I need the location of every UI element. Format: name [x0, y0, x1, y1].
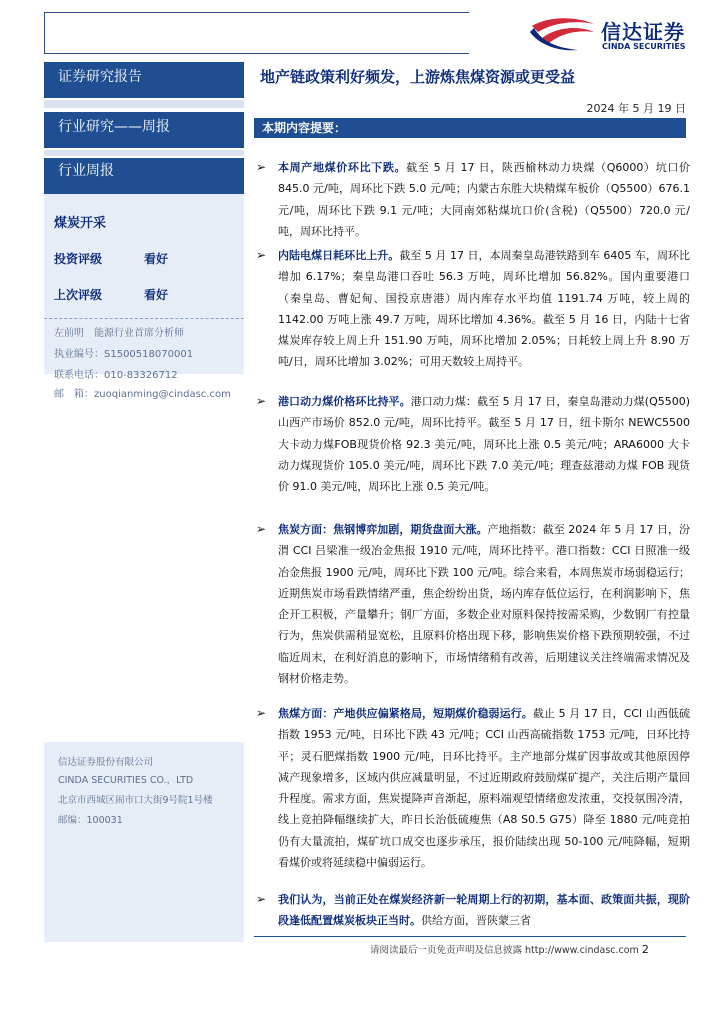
rating-value: 看好 — [144, 252, 169, 266]
bullet-arrow-icon: ➢ — [256, 248, 267, 262]
research-type-label: 行业研究——周报 — [44, 112, 244, 148]
contact-phone: 联系电话：010-83326712 — [54, 370, 178, 381]
bullet-arrow-icon: ➢ — [256, 706, 267, 720]
paragraph: 我们认为，当前正处在煤炭经济新一轮周期上行的初期，基本面、政策面共振，现阶段逢低配置煤炭板块正当时。供给方面，晋陕蒙三省 — [278, 893, 690, 928]
sidebar-strip — [44, 150, 244, 156]
header-band — [44, 12, 469, 54]
report-category-label: 行业周报 — [44, 158, 244, 194]
contact-email[interactable]: 邮 箱：zuoqianming@cindasc.com — [54, 389, 231, 400]
footer-disclaimer[interactable]: 请阅读最后一页免责声明及信息披露 http://www.cindasc.com — [370, 945, 639, 956]
bullet-arrow-icon: ➢ — [256, 394, 267, 408]
divider — [44, 318, 244, 319]
paragraph: 焦炭方面：焦钢博弈加剧，期货盘面大涨。产地指数：截至 2024 年 5 月 17 日，汾渭 CCI 吕梁准一级冶金焦报 1910 元/吨，周环比持平。港口指数：CCI 日照准一级冶金焦报 1900 元/吨，周环比下跌 100 元/吨。综合来看，本周焦炭市场弱稳运行；近期焦炭市场看跌情绪严重，焦企纷纷出货，场内库存低位运行，在利润影响下，焦企开工积极，产量攀升；钢厂方面，多数企业对原料保持按需采购，少数钢厂有控量行为，焦炭供需稍显宽松，且原料价格出现下移，影响焦炭价格下跌预期较强，不过临近周末，在利好消息的影响下，市场情绪稍有改善，后期建议关注终端需求情况及钢材价格走势。 — [278, 523, 691, 686]
logo-swoosh-icon — [528, 14, 598, 54]
page-footer — [370, 942, 649, 956]
footer-rule — [254, 936, 686, 937]
paragraph: 本周产地煤价环比下跌。截至 5 月 17 日，陕西榆林动力块煤（Q6000）坑口价 845.0 元/吨，周环比下跌 5.0 元/吨；内蒙古东胜大块精煤车板价（Q5500）676.1 元/吨，周环比下跌 9.1 元/吨；大同南郊粘煤坑口价(含税)（Q5500）720.0 元/吨，周环比持平。 — [278, 161, 690, 238]
paragraph: 焦煤方面：产地供应偏紧格局，短期煤价稳弱运行。截止 5 月 17 日，CCI 山西低硫指数 1953 元/吨，日环比下跌 43 元/吨；CCI 山西高硫指数 1753 元/吨，日环比持平；灵石肥煤指数 1900 元/吨，日环比持平。主产地部分煤矿因事故或其他原因停减产现象增多，区域内供应减量明显，不过近期政府鼓励煤矿提产，关注后期产量回升程度。需求方面，焦炭提降声音渐起，原料端观望情绪愈发浓重，交投氛围冷清，线上竞拍降幅继续扩大，昨日长治低硫瘦焦（A8 S0.5 G75）降至 1880 元/吨竞拍仍有大量流拍，煤矿坑口成交也逐步承压，报价陆续出现 50-100 元/吨降幅，短期看煤价或将延续稳中偏弱运行。 — [278, 707, 690, 870]
bullet-arrow-icon: ➢ — [256, 892, 267, 906]
paragraph: 内陆电煤日耗环比上升。截至 5 月 17 日，本周秦皇岛港铁路到车 6405 车，周环比增加 6.17%；秦皇岛港口吞吐 56.3 万吨，周环比增加 56.82%。国内重要港口（秦皇岛、曹妃甸、国投京唐港）周内库存水平均值 1191.74 万吨，较上周的 1142.00 万吨上涨 49.7 万吨，周环比增加 4.36%。截至 5 月 16 日，内陆十七省煤炭库存较上周上升 151.90 万吨，周环比增加 2.05%；日耗较上周上升 8.90 万吨/日，周环比增加 3.02%；可用天数较上周持平。 — [278, 249, 691, 369]
prev-rating-value: 看好 — [144, 288, 169, 302]
page-number: 2 — [641, 943, 649, 956]
logo-text-cn: 信达证券 — [601, 20, 685, 44]
bullet-arrow-icon: ➢ — [256, 522, 267, 536]
company-logo — [528, 14, 708, 54]
prev-rating-label: 上次评级 — [54, 288, 103, 302]
bullet-arrow-icon: ➢ — [256, 160, 267, 174]
industry-name: 煤炭开采 — [54, 216, 107, 231]
sidebar-strip — [44, 100, 244, 108]
paragraph: 港口动力煤价格环比持平。港口动力煤：截至 5 月 17 日，秦皇岛港动力煤(Q5500)山西产市场价 852.0 元/吨，周环比持平。截至 5 月 17 日，纽卡斯尔 NEWC5500 大卡动力煤FOB现货价格 92.3 美元/吨，周环比上涨 0.5 美元/吨；ARA6000 大卡动力煤现货价 105.0 美元/吨，周环比下跌 7.0 美元/吨；理查兹港动力煤 FOB 现货价 91.0 美元/吨，周环比上涨 0.5 美元/吨。 — [278, 395, 691, 494]
report-type-label: 证券研究报告 — [44, 62, 244, 98]
company-name-cn: 信达证券股份有限公司 — [58, 757, 154, 768]
page-title: 地产链政策利好频发，上游炼焦煤资源或更受益 — [260, 68, 576, 86]
analyst-name: 左前明 能源行业首席分析师 — [54, 328, 184, 339]
company-name-en: CINDA SECURITIES CO.，LTD — [58, 775, 194, 786]
license-number: 执业编号：S1500518070001 — [54, 349, 194, 360]
company-postcode: 邮编：100031 — [58, 815, 123, 826]
summary-header: 本期内容提要： — [254, 118, 686, 138]
sidebar — [44, 62, 244, 942]
report-date: 2024 年 5 月 19 日 — [586, 102, 686, 115]
rating-label: 投资评级 — [54, 252, 103, 266]
company-address: 北京市西城区闹市口大街9号院1号楼 — [58, 795, 213, 806]
logo-text-en: CINDA SECURITIES — [602, 42, 686, 51]
